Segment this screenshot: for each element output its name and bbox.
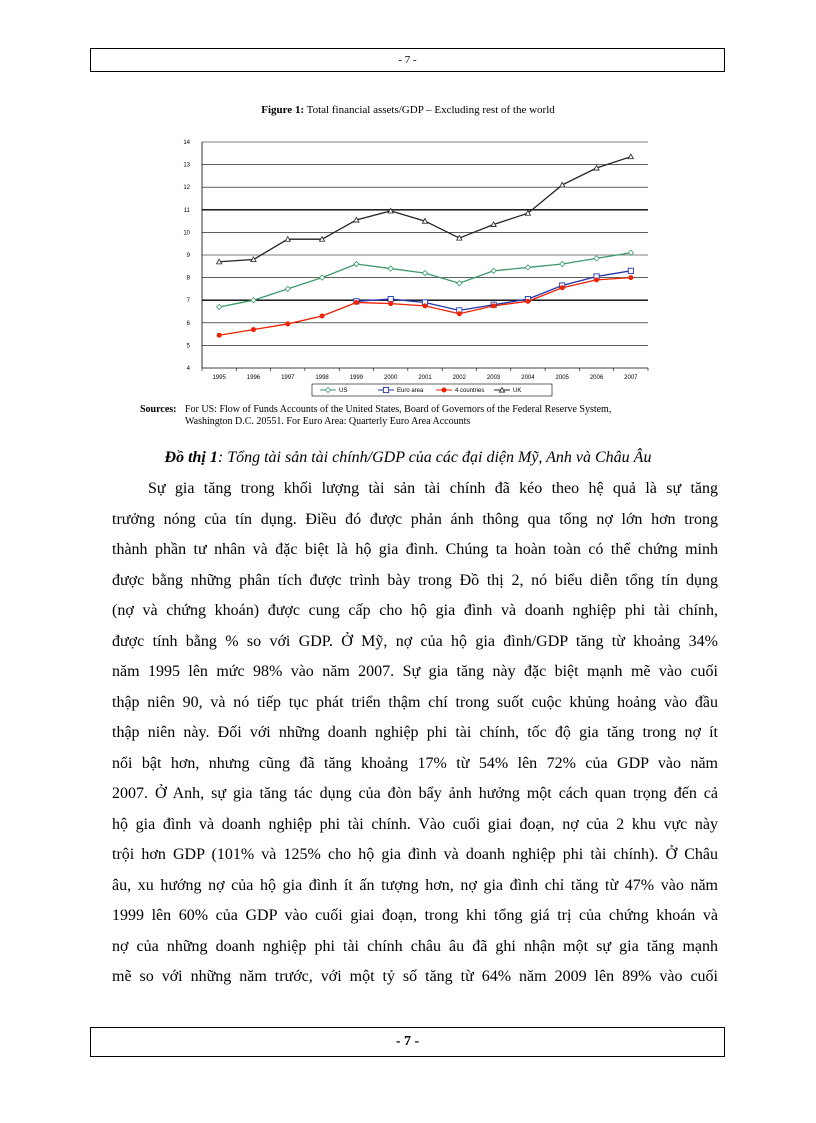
y-tick-label: 7 (186, 298, 190, 305)
x-tick-label: 2006 (589, 375, 604, 381)
body-line: thập niên này. Đối với những doanh nghiệp phi tài chính, tốc độ gia tăng trong nợ ít (112, 724, 718, 741)
body-line: trưởng nóng của tín dụng. Điều đó được phản ánh thông qua tổng nợ lớn hơn trong (112, 510, 718, 528)
x-tick-label: 1999 (349, 375, 364, 381)
y-tick-label: 11 (183, 207, 190, 214)
x-tick-label: 1996 (246, 375, 261, 381)
y-tick-label: 6 (186, 320, 190, 327)
y-tick-label: 8 (186, 275, 190, 282)
sources-line-2: Washington D.C. 20551. For Euro Area: Quarterly Euro Area Accounts (185, 416, 471, 427)
legend-label: UK (513, 388, 522, 394)
data-point (217, 304, 222, 309)
figure-title-label: Figure 1: (261, 104, 305, 116)
body-line: được bằng những phân tích được trình bày trong Đồ thị 2, nó biểu diễn tổng tín dụng (112, 571, 718, 589)
data-point (525, 265, 530, 270)
data-point (423, 304, 427, 308)
y-tick-label: 13 (183, 162, 190, 169)
body-paragraph (112, 474, 718, 993)
body-line: 1999 lên 60% của GDP vào cuối giai đoạn, trong khi tổng giá trị của chứng khoán và (112, 907, 718, 924)
legend-marker (442, 388, 446, 392)
data-point (491, 304, 495, 308)
legend-marker (383, 387, 388, 392)
data-point (560, 286, 564, 290)
data-point (251, 298, 256, 303)
body-line: nổi bật hơn, nhưng cũng đã tăng khoảng 17% từ 54% lên 72% của GDP vào năm (112, 754, 718, 772)
y-tick-label: 4 (186, 366, 190, 372)
page-footer (90, 1027, 725, 1057)
data-point (491, 268, 496, 273)
data-point (457, 281, 462, 286)
data-point (594, 256, 599, 261)
data-point (594, 278, 598, 282)
series-4-countries (217, 275, 633, 337)
figure-title (0, 104, 816, 116)
data-point (251, 327, 255, 331)
chart-legend (312, 384, 552, 396)
page-header (90, 48, 725, 72)
body-line: (nợ và chứng khoán) được cung cấp cho hộ gia đình và doanh nghiệp phi tài chính, (112, 602, 718, 619)
body-line: Sự gia tăng trong khối lượng tài sản tài chính đã kéo theo hệ quả là sự tăng (148, 480, 718, 497)
y-tick-label: 10 (183, 230, 190, 237)
body-line: năm 1995 lên mức 98% vào năm 2007. Sự gia tăng này đặc biệt mạnh mẽ vào cuối (112, 663, 718, 680)
body-line: âu, xu hướng nợ của hộ gia đình ít ấn tượng hơn, nợ gia đình chỉ tăng từ 47% vào năm (112, 876, 718, 894)
data-point (354, 300, 358, 304)
x-tick-label: 2004 (521, 375, 535, 381)
footer-page-number: - 7 - (395, 1034, 420, 1049)
body-line: 2007. Ở Anh, sự gia tăng tác dụng của đòn bẩy ảnh hưởng một cách quan trọng đến cả (112, 785, 718, 802)
sources-line-1: For US: Flow of Funds Accounts of the United States, Board of Governors of the Federal Reserve System, (185, 404, 612, 415)
legend-label: Euro area (397, 388, 424, 394)
data-point (388, 296, 393, 301)
data-point (388, 266, 393, 271)
body-line: mẽ so với những năm trước, với một tỷ số tăng từ 64% năm 2009 lên 89% vào cuối (112, 968, 718, 985)
data-point (628, 154, 633, 159)
x-tick-label: 2007 (624, 375, 638, 381)
data-point (319, 275, 324, 280)
body-line: trội hơn GDP (101% và 125% cho hộ gia đình và doanh nghiệp phi tài chính). Ở Châu (112, 846, 718, 863)
data-point (285, 286, 290, 291)
body-line: được tính bằng % so với GDP. Ở Mỹ, nợ của hộ gia đình/GDP tăng từ khoảng 34% (112, 632, 718, 650)
y-tick-label: 9 (186, 253, 190, 259)
body-line: thập niên 90, và nó tiếp tục phát triển thậm chí trong suốt cuộc khủng hoảng vào đầu (112, 693, 718, 711)
data-point (286, 322, 290, 326)
figure-title-text: Total financial assets/GDP – Excluding rest of the world (304, 104, 555, 116)
data-point (422, 270, 427, 275)
body-line: thành phần tư nhân và đặc biệt là hộ gia đình. Chúng ta hoàn toàn có thể chứng minh (112, 541, 718, 558)
data-point (388, 208, 393, 213)
body-line: nợ của những doanh nghiệp phi tài chính châu âu đã ghi nhận một sự gia tăng mạnh (112, 937, 718, 955)
data-point (560, 261, 565, 266)
sources-note (140, 404, 700, 428)
line-chart (150, 130, 660, 402)
x-tick-label: 2002 (452, 375, 466, 381)
figure-caption (0, 449, 816, 467)
x-tick-label: 2000 (384, 375, 398, 381)
series-line (219, 253, 631, 307)
x-tick-label: 2001 (418, 375, 432, 381)
x-tick-label: 2003 (486, 375, 501, 381)
data-point (217, 333, 221, 337)
y-tick-label: 5 (186, 343, 190, 350)
chart-grid (202, 142, 648, 345)
legend-item (378, 387, 424, 394)
legend-label: US (339, 388, 348, 394)
x-tick-label: 2005 (555, 375, 569, 381)
data-point (354, 261, 359, 266)
x-tick-label: 1995 (212, 375, 226, 381)
series-uk (217, 154, 634, 264)
header-page-number: - 7 - (398, 54, 417, 66)
data-point (526, 299, 530, 303)
data-point (320, 314, 324, 318)
x-tick-label: 1998 (315, 375, 329, 381)
y-tick-label: 14 (183, 140, 190, 146)
data-point (628, 268, 633, 273)
legend-label: 4 countries (455, 388, 485, 394)
data-point (629, 275, 633, 279)
y-tick-label: 12 (183, 185, 190, 192)
data-point (628, 250, 633, 255)
sources-label: Sources: (140, 404, 177, 415)
x-tick-label: 1997 (281, 375, 295, 381)
data-point (388, 301, 392, 305)
data-point (457, 312, 461, 316)
caption-text: : Tổng tài sản tài chính/GDP của các đại diện Mỹ, Anh và Châu Âu (217, 449, 652, 466)
body-line: hộ gia đình và doanh nghiệp phi tài chính. Vào cuối giai đoạn, nợ của 2 khu vực này (112, 815, 718, 833)
caption-label: Đồ thị 1 (164, 449, 218, 466)
chart-series (217, 154, 634, 337)
